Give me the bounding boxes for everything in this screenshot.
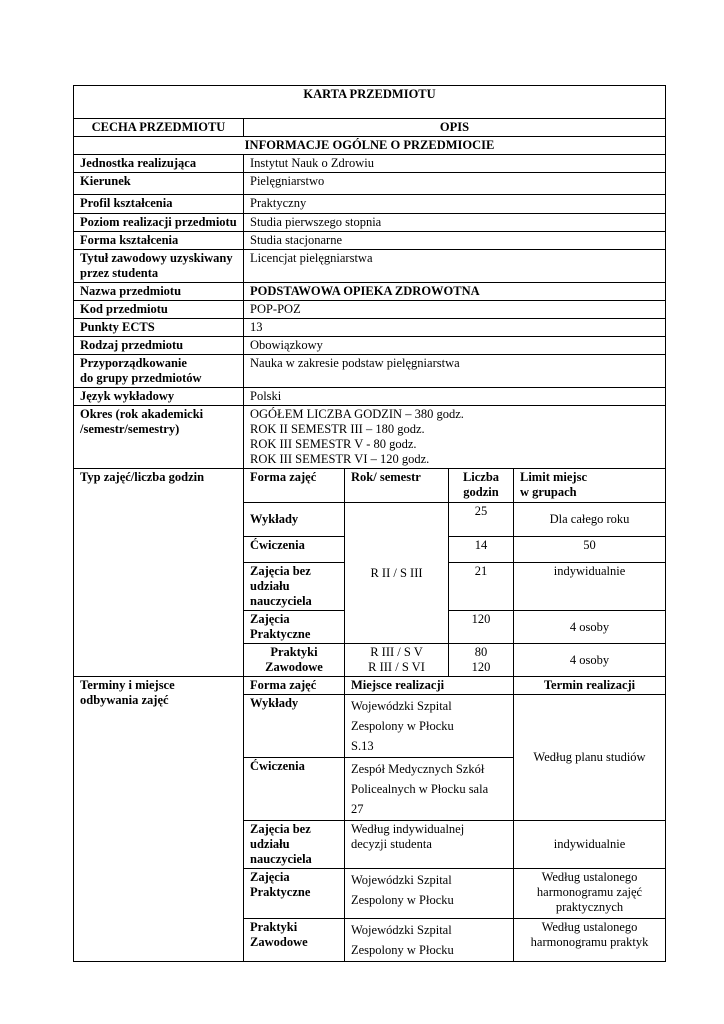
table-row: [74, 232, 666, 250]
table-row: [74, 319, 666, 337]
classes-header-year: Rok/ semestr: [345, 469, 449, 503]
table-row: [74, 388, 666, 406]
class-hours: 14: [449, 537, 514, 563]
class-year-shared: R II / S III: [345, 503, 449, 644]
row-value: Obowiązkowy: [244, 337, 666, 355]
row-label: Profil kształcenia: [74, 195, 244, 214]
row-label: Punkty ECTS: [74, 319, 244, 337]
row-value: Pielęgniarstwo: [244, 173, 666, 195]
row-value: Licencjat pielęgniarstwa: [244, 250, 666, 283]
document-title: KARTA PRZEDMIOTU: [74, 86, 666, 119]
row-value: POP-POZ: [244, 301, 666, 319]
venue-term: Według ustalonego harmonogramu praktyk: [514, 919, 666, 962]
row-value: Polski: [244, 388, 666, 406]
row-value: Instytut Nauk o Zdrowiu: [244, 155, 666, 173]
class-form: Zajęcia Praktyczne: [244, 611, 345, 644]
classes-header-form: Forma zajęć: [244, 469, 345, 503]
header-description: OPIS: [244, 119, 666, 137]
venue-form: Zajęcia Praktyczne: [244, 869, 345, 919]
class-hours: 120: [449, 611, 514, 644]
table-row: [74, 406, 666, 469]
venue-place: Wojewódzki Szpital Zespolony w Płocku S.13: [345, 695, 514, 758]
row-label: Okres (rok akademicki /semestr/semestry): [74, 406, 244, 469]
header-feature: CECHA PRZEDMIOTU: [74, 119, 244, 137]
table-row: [74, 337, 666, 355]
row-value: 13: [244, 319, 666, 337]
venue-place: Według indywidualnej decyzji studenta: [345, 821, 514, 869]
classes-header-hours: Liczba godzin: [449, 469, 514, 503]
row-label: Kod przedmiotu: [74, 301, 244, 319]
classes-header-limit: Limit miejsc w grupach: [514, 469, 666, 503]
row-label: Język wykładowy: [74, 388, 244, 406]
venue-place: Wojewódzki Szpital Zespolony w Płocku: [345, 869, 514, 919]
venues-header-form: Forma zajęć: [244, 677, 345, 695]
class-form: Wykłady: [244, 503, 345, 537]
course-card-table: [73, 85, 666, 962]
table-row: [74, 301, 666, 319]
classes-label: Typ zajęć/liczba godzin: [74, 469, 244, 677]
venues-label: Terminy i miejsce odbywania zajęć: [74, 677, 244, 962]
venue-form: Zajęcia bez udziału nauczyciela: [244, 821, 345, 869]
venue-term: Według planu studiów: [514, 695, 666, 821]
venue-form: Praktyki Zawodowe: [244, 919, 345, 962]
row-value: Studia pierwszego stopnia: [244, 214, 666, 232]
venues-header-place: Miejsce realizacji: [345, 677, 514, 695]
table-row: [74, 283, 666, 301]
class-limit: 50: [514, 537, 666, 563]
row-value: OGÓŁEM LICZBA GODZIN – 380 godz. ROK II SEMESTR III – 180 godz. ROK III SEMESTR V - 80 godz. ROK III SEMESTR VI – 120 godz.: [244, 406, 666, 469]
class-limit: 4 osoby: [514, 611, 666, 644]
table-row: [74, 355, 666, 388]
class-hours: 25: [449, 503, 514, 537]
class-form: Zajęcia bez udziału nauczyciela: [244, 563, 345, 611]
venues-header-term: Termin realizacji: [514, 677, 666, 695]
row-value: Studia stacjonarne: [244, 232, 666, 250]
general-section-heading: INFORMACJE OGÓLNE O PRZEDMIOCIE: [74, 137, 666, 155]
class-form: Praktyki Zawodowe: [244, 644, 345, 677]
row-label: Poziom realizacji przedmiotu: [74, 214, 244, 232]
venue-form: Ćwiczenia: [244, 758, 345, 821]
venue-place: Wojewódzki Szpital Zespolony w Płocku: [345, 919, 514, 962]
venue-term: indywidualnie: [514, 821, 666, 869]
table-row: [74, 173, 666, 195]
class-year: R III / S V R III / S VI: [345, 644, 449, 677]
table-row: [74, 195, 666, 214]
row-label: Rodzaj przedmiotu: [74, 337, 244, 355]
class-limit: Dla całego roku: [514, 503, 666, 537]
class-limit: indywidualnie: [514, 563, 666, 611]
table-row: [74, 250, 666, 283]
row-label: Jednostka realizująca: [74, 155, 244, 173]
row-value: Nauka w zakresie podstaw pielęgniarstwa: [244, 355, 666, 388]
class-hours: 21: [449, 563, 514, 611]
table-row: [74, 214, 666, 232]
row-label: Tytuł zawodowy uzyskiwany przez studenta: [74, 250, 244, 283]
venue-form: Wykłady: [244, 695, 345, 758]
table-row: [74, 155, 666, 173]
venue-place: Zespół Medycznych Szkół Policealnych w Płocku sala 27: [345, 758, 514, 821]
venue-term: Według ustalonego harmonogramu zajęć praktycznych: [514, 869, 666, 919]
row-label: Nazwa przedmiotu: [74, 283, 244, 301]
class-hours: 80 120: [449, 644, 514, 677]
row-value: PODSTAWOWA OPIEKA ZDROWOTNA: [244, 283, 666, 301]
row-label: Kierunek: [74, 173, 244, 195]
class-form: Ćwiczenia: [244, 537, 345, 563]
row-label: Przyporządkowanie do grupy przedmiotów: [74, 355, 244, 388]
class-limit: 4 osoby: [514, 644, 666, 677]
row-value: Praktyczny: [244, 195, 666, 214]
row-label: Forma kształcenia: [74, 232, 244, 250]
